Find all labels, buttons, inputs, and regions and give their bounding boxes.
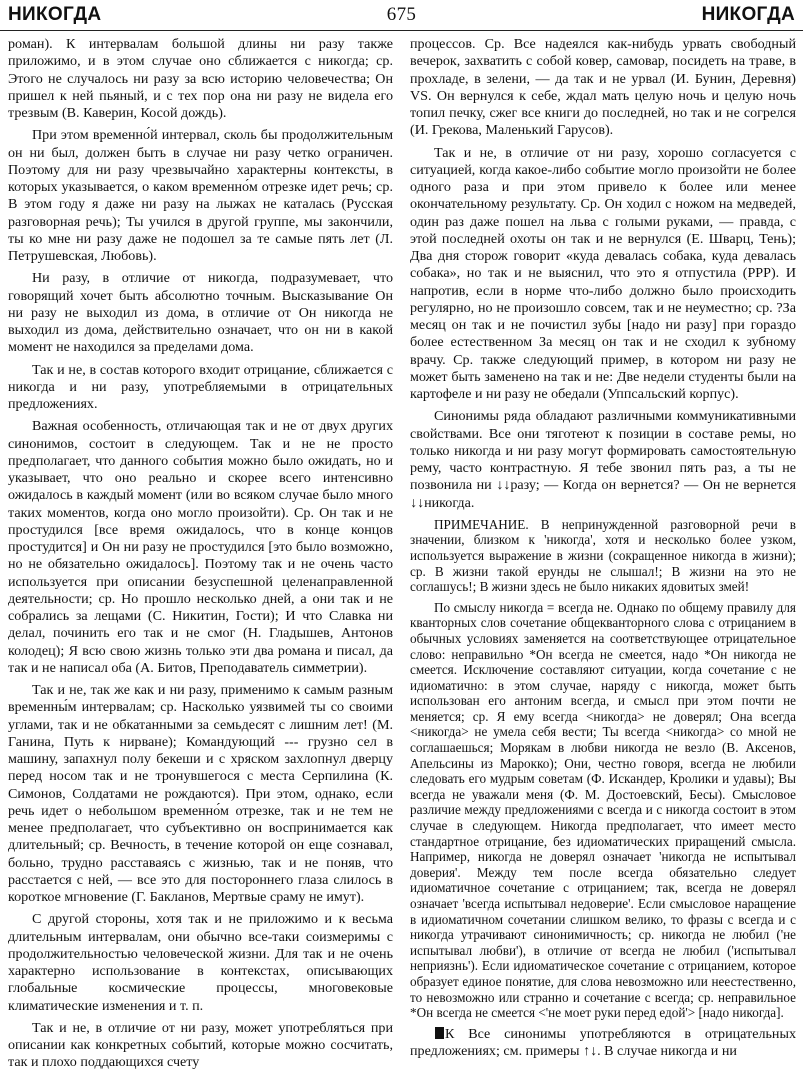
paragraph-text: ПРИМЕЧАНИЕ. В непринужденной разговорной речи в значении, близком к 'никогда', хотя и несколько более узком, используется выражение в жизни (сокращенное никогда в жизни); ср. В жизни такой ерунды не слышал!; В жизни на это не соглашусь!; В жизни здесь не было никаких ядовитых змей! xyxy=(410,516,796,595)
paragraph-text: Важная особенность, отличающая так и не от двух других синонимов, состоит в следующем. Так и не не просто предполагает, что данного события можно было ожидать, но и указывает, что оно реально и скорее всего интенсивно ожидалось в каждый момент (или во всяком случае было много таких моментов, когда оно могло произойти). Ср. Он так и не простудился [все время ожидалось, что в конце концов простудится] и Он ни разу не простудился [это было возможно, но не обязательно ожидалось]. Поэтому так и не очень часто используется при описании безуспешной целенаправленной деятельности; ср. Но прошло несколько дней, а они так и не собрались за лещами (С. Никитин, Гости); И что Славка ни делал, починить его так и не смог (Н. Гладышев, Антонов колодец); Я всю свою жизнь только эти два романа и писал, да так и не написал оба (А. Битов, Преподаватель симметрии). xyxy=(8,418,393,676)
paragraph-text: Так и не, в состав которого входит отрицание, сближается с никогда и ни разу, употребляемыми в отрицательных предложениях. xyxy=(8,361,393,412)
paragraph xyxy=(8,682,393,906)
paragraph xyxy=(8,1020,393,1072)
section-k-paragraph xyxy=(410,1026,796,1061)
header-left-word: НИКОГДА xyxy=(8,4,102,25)
paragraph xyxy=(410,408,796,512)
note-paragraph xyxy=(410,517,796,595)
paragraph-text: При этом временно́й интервал, сколь бы продолжительным он ни был, должен быть в случае ни разу четко ограничен. Поэтому для ни разу чрезвычайно характерны контексты, в которых указывается, о каком временно́м отрезке идет речь; ср. В этом году я даже ни разу на лыжах не каталась (Русская разговорная речь); Ты учился в другой группе, мы закончили, ты ко мне ни разу даже не подошел за те самые пять лет (Л. Петрушевская, Любовь). xyxy=(8,127,393,264)
section-marker-icon xyxy=(435,1027,444,1039)
paragraph-text: Синонимы ряда обладают различными коммуникативными свойствами. Все они тяготеют к позиции в составе ремы, но только никогда и ни разу могут формировать самостоятельную рему, часто контрастную. Я тебе звонил пять раз, а ты не позвонила ни ↓↓разу; — Когда он вернется? — Он не вернется ↓↓никогда. xyxy=(410,408,796,511)
paragraph xyxy=(8,911,393,1015)
paragraph-text: Так и не, в отличие от ни разу, может употребляться при описании как конкретных событий, которые можно сосчитать, так и плохо поддающихся счету xyxy=(8,1019,393,1071)
paragraph-text: процессов. Ср. Все надеялся как-нибудь урвать свободный вечерок, захватить с собой ковер, самовар, посидеть на траве, в прохладе, в зелени, — да так и не урвал (И. Бунин, Деревня) VS. Он вернулся к себе, ждал мать целую ночь и целую ночь топил печку, сжег все книги до последней, но так и не согрелся (И. Грекова, Маленький Гарусов). xyxy=(410,36,796,139)
paragraph-text: По смыслу никогда = всегда не. Однако по общему правилу для кванторных слов сочетание общекванторного слова с отрицанием в обычных условиях заменяется на соответствующее отрицательное слово: неправильно *Он всегда не смеется, надо *Он никогда не смеется. Исключение составляют ситуации, когда сочетание с не идиоматично: в этом случае, наряду с никогда, может быть использован его антоним всегда, и смысл при этом почти не меняется; ср. Я ему всегда <никогда> не доверял; Она всегда <никогда> не умела себя вести; Ты всегда <никогда> со мной не соглашаешься; Морякам в любви никогда не везло (В. Аксенов, Апельсины из Марокко); Они, честно говоря, всегда не любили следовать его мудрым советам (Ф. Искандер, Кролики и удавы); Вы всегда не уважали меня (Ф. М. Достоевский, Бесы). Смысловое различие между предложениями с всегда и с никогда состоит в этом случае в следующем. Никогда предполагает, что имеет место стандартное отрицание, без идиоматических приращений смысла. Например, никогда не доверял означает 'никогда не испытывал доверия'. Между тем после всегда обязательно следует идиоматичное сочетание с отрицанием; так, всегда не доверял означает 'всегда испытывал недоверие'. Если смысловое наращение в идиоматичном сочетании слишком велико, то фразы с всегда и с никогда утрачивают синонимичность; ср. никогда не любил ('не испытывал любви'), в отличие от всегда не любил ('испытывал неприязнь'). Если идиоматическое сочетание с отрицанием, которое образует единое понятие, для слова невозможно или неестественно, то невозможно или странно и сочетание с всегда; ср. неправильное *Он всегда не смеется <'не моет руки перед едой'> [надо никогда]. xyxy=(410,599,796,1021)
paragraph xyxy=(8,36,393,122)
paragraph-text: Так и не, в отличие от ни разу, хорошо согласуется с ситуацией, когда какое-либо событие могло произойти не более одного раза и при этом привело к более или менее окончательному результату. Ср. Он ходил с ножом на медведей, один раз даже пошел на льва с голыми руками, — правда, с этой последней охоты он так и не вернулся (Е. Шварц, Тень); Два дня сторож говорит «куда девалась собака, куда девалась собака», но так и не выяснил, что это я отпустила (РРР). И напротив, если в норме что-либо должно было происходить регулярно, но не произошло совсем, так и не неуместно; ср. ?За месяц он так и не почистил зубы [надо ни разу] при гораздо более естественном За месяц он так и не сходил к зубному врачу. Ср. также следующий пример, в котором ни разу не может быть заменено на так и не: Две недели студенты были на картофеле и ни разу не обедали (Уппсальский корпус). xyxy=(410,144,796,402)
note-paragraph xyxy=(410,600,796,1021)
paragraph xyxy=(8,270,393,356)
right-column xyxy=(410,36,796,1059)
paragraph-text: Так и не, так же как и ни разу, применимо к самым разным временны́м интервалам; ср. Насколько уязвимей ты со своими углами, так и не обкатанными за семьдесят с лишним лет! (М. Ганина, Путь к нирване); Командующий --- грузно сел в машину, запахнул полу бекеши и с хряском захлопнул дверцу перед носом так и не тронувшегося с места Серпилина (К. Симонов, Солдатами не рождаются). При этом, однако, если речь идет о небольшом временно́м отрезке, так и не тем не менее предполагает, что субъективно он воспринимается как длительный; ср. Вечность, в течение которой он еще сознавал, больно, трудно расставаясь с жизнью, так и не поняв, что расстается с ней, — все это для постороннего глаза слилось в короткое мгновение (Г. Бакланов, Мертвые сраму не имут). xyxy=(8,682,393,905)
paragraph-text: роман). К интервалам большой длины ни разу также приложимо, и в этом случае оно сближается с никогда; ср. Этого не случалось ни разу за всю историю человечества; Он пришел к ней пьяный, и с тех пор она ни разу не видела его трезвым (В. Каверин, Косой дождь). xyxy=(8,36,393,121)
paragraph-text: Ни разу, в отличие от никогда, подразумевает, что говорящий хочет быть абсолютно точным. Высказывание Он ни разу не выходил из дома, в отличие от Он никогда не выходил из дома, действительно означает, что он ни в какой момент не находился за пределами дома. xyxy=(8,270,393,356)
paragraph-text: С другой стороны, хотя так и не приложимо и к весьма длительным интервалам, они обычно все-таки соизмеримы с продолжительностью человеческой жизни. Для так и не очень характерно использование в контекстах, описывающих глобальные космические процессы, многовековые климатические изменения и т. п. xyxy=(8,911,393,1014)
paragraph xyxy=(8,127,393,265)
running-header xyxy=(0,0,803,31)
paragraph xyxy=(8,362,393,414)
paragraph xyxy=(410,145,796,404)
page-number: 675 xyxy=(386,4,417,25)
paragraph-text: К Все синонимы употребляются в отрицательных предложениях; см. примеры ↑↓. В случае никогда и ни xyxy=(410,1025,796,1059)
paragraph xyxy=(410,36,796,140)
left-column xyxy=(8,36,393,1071)
paragraph xyxy=(8,418,393,677)
header-right-word: НИКОГДА xyxy=(701,4,795,25)
